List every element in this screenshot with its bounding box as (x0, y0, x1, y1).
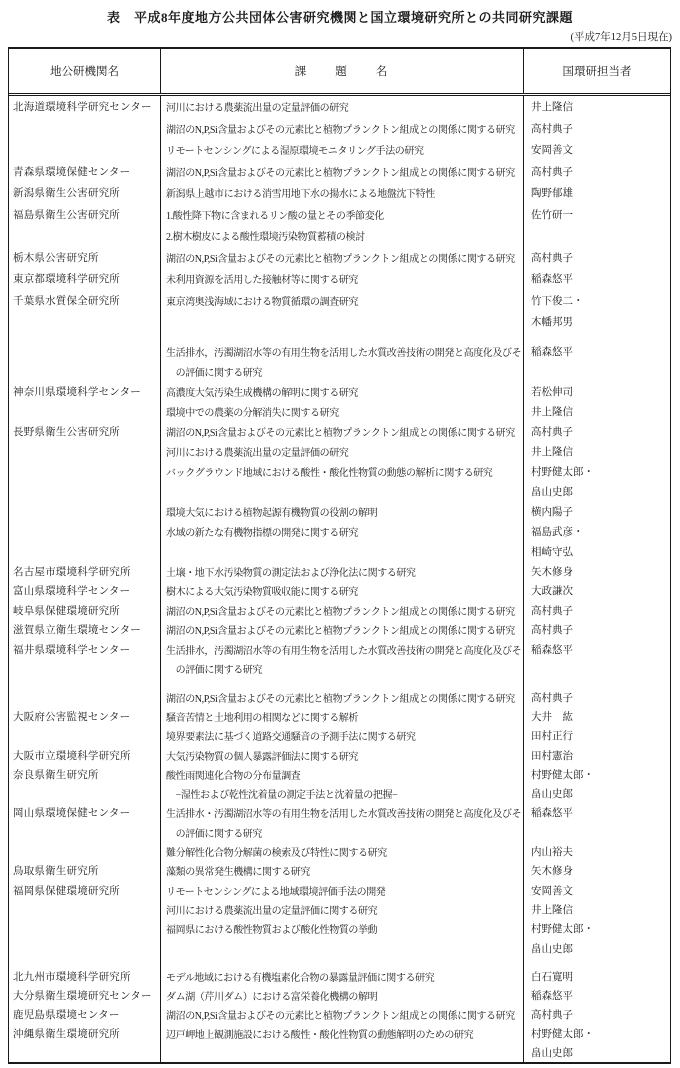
institution-cell (9, 362, 161, 382)
table-row (9, 502, 670, 522)
person-cell: 井上隆信 (531, 447, 573, 458)
table-row (9, 482, 670, 502)
person-cell: 白石寛明 (531, 971, 573, 983)
institution-cell: 名古屋市環境科学研究所 (9, 562, 161, 582)
table-row (9, 442, 670, 462)
topic-cell (161, 958, 524, 967)
table-row (9, 225, 670, 247)
table-row (9, 967, 670, 986)
table-row-spacer (9, 333, 670, 342)
topic-cell (161, 333, 524, 342)
research-table (8, 47, 671, 1064)
person-cell: 畠山史郎 (531, 1047, 573, 1059)
table-row (9, 161, 670, 183)
person-cell: 高村典子 (531, 252, 573, 264)
topic-cell (161, 542, 524, 562)
person-cell (524, 333, 670, 342)
person-cell: 安岡善文 (531, 885, 573, 897)
institution-cell: 北海道環境科学研究センター (9, 96, 161, 118)
person-cell: 高村典子 (531, 1009, 573, 1021)
table-header-row (9, 49, 670, 96)
topic-cell: 樹木による大気汚染物質吸収能に関する研究 (161, 581, 524, 601)
topic-cell: 湖沼のN,P,Si含量およびその元素比と植物プランクトン組成との関係に関する研究 (161, 118, 524, 140)
table-row (9, 290, 670, 312)
table-row (9, 900, 670, 919)
topic-cell: 湖沼のN,P,Si含量およびその元素比と植物プランクトン組成との関係に関する研究 (161, 247, 524, 269)
person-cell (524, 958, 670, 967)
institution-cell: 神奈川県環境科学センター (9, 382, 161, 402)
topic-cell: ダム湖（芹川ダム）における富栄養化機構の解明 (161, 986, 524, 1005)
table-row (9, 938, 670, 957)
institution-cell: 岐阜県保健環境研究所 (9, 601, 161, 621)
table-row (9, 861, 670, 880)
person-cell: 稲森悠平 (531, 347, 573, 358)
table-row (9, 581, 670, 601)
topic-cell: 生活排水，汚濁湖沼水等の有用生物を活用した水質改善技術の開発と高度化及びそ (161, 640, 524, 660)
table-row-spacer (9, 958, 670, 967)
table-row (9, 765, 670, 784)
table-row (9, 784, 670, 803)
institution-cell: 千葉県水質保全研究所 (9, 290, 161, 312)
person-cell: 田村憲治 (531, 750, 573, 762)
topic-cell: 福岡県における酸性物質および酸化性物質の挙動 (161, 919, 524, 938)
table-row (9, 382, 670, 402)
institution-cell: 東京都環境科学研究所 (9, 268, 161, 290)
institution-cell (9, 402, 161, 422)
institution-cell: 栃木県公害研究所 (9, 247, 161, 269)
institution-cell: 福岡県保健環境研究所 (9, 880, 161, 899)
person-cell: 村野健太郎・ (531, 924, 594, 936)
topic-cell: 河川における農薬流出量の定量評価に関する研究 (161, 900, 524, 919)
institution-cell: 福島県衛生公害研究所 (9, 204, 161, 226)
institution-cell (9, 679, 161, 688)
table-row (9, 562, 670, 582)
table-row (9, 139, 670, 161)
person-cell: 相崎守弘 (531, 547, 573, 558)
institution-cell: 鳥取県衛生研究所 (9, 861, 161, 880)
topic-cell: 辺戸岬地上観測施設における酸性・酸化性物質の動態解明のための研究 (161, 1024, 524, 1043)
table-row (9, 880, 670, 899)
table-row (9, 1043, 670, 1062)
topic-cell: 湖沼のN,P,Si含量およびその元素比と植物プランクトン組成との関係に関する研究 (161, 422, 524, 442)
institution-cell: 大阪市立環境科学研究所 (9, 745, 161, 764)
institution-cell (9, 502, 161, 522)
topic-cell: 生活排水，汚濁湖沼水等の有用生物を活用した水質改善技術の開発と高度化及びそ (161, 342, 524, 362)
table-row (9, 601, 670, 621)
institution-cell: 鹿児島県環境センター (9, 1005, 161, 1024)
person-cell: 村野健太郎・ (531, 1028, 594, 1040)
institution-cell (9, 482, 161, 502)
table-row (9, 1005, 670, 1024)
person-cell: 井上隆信 (531, 407, 573, 418)
topic-cell: 東京湾奥浅海域における物質循環の調査研究 (161, 290, 524, 312)
person-cell: 陶野郁雄 (531, 188, 573, 200)
institution-cell: 北九州市環境科学研究所 (9, 967, 161, 986)
topic-cell: 湖沼のN,P,Si含量およびその元素比と植物プランクトン組成との関係に関する研究 (161, 1005, 524, 1024)
person-cell: 井上隆信 (531, 904, 573, 916)
institution-cell: 滋賀県立衛生環境センター (9, 620, 161, 640)
person-cell: 稲森悠平 (531, 808, 573, 820)
topic-cell (161, 482, 524, 502)
topic-cell: 騒音苦情と土地利用の相関などに関する解析 (161, 707, 524, 726)
table-row (9, 659, 670, 679)
topic-cell: 新潟県上越市における消雪用地下水の揚水による地盤沈下特性 (161, 182, 524, 204)
institution-cell: 奈良県衛生研究所 (9, 765, 161, 784)
topic-cell: 土壌・地下水汚染物質の測定法および浄化法に関する研究 (161, 562, 524, 582)
topic-cell: バックグラウンド地域における酸性・酸化性物質の動態の解析に関する研究 (161, 462, 524, 482)
person-cell: 畠山史郎 (531, 943, 573, 955)
table-row (9, 402, 670, 422)
table-row (9, 522, 670, 542)
institution-cell (9, 118, 161, 140)
institution-cell (9, 1043, 161, 1062)
person-cell: 高村典子 (531, 625, 573, 637)
person-cell: 村野健太郎・ (531, 467, 594, 478)
header-person: 国環研担当者 (562, 66, 632, 78)
topic-cell: リモートセンシングによる湿原環境モニタリング手法の研究 (161, 139, 524, 161)
person-cell (524, 362, 670, 382)
topic-cell (161, 938, 524, 957)
topic-cell (161, 679, 524, 688)
table-row (9, 842, 670, 861)
table-row (9, 462, 670, 482)
institution-cell (9, 333, 161, 342)
person-cell: 稲森悠平 (531, 274, 573, 286)
person-cell: 高村典子 (531, 605, 573, 617)
person-cell: 井上隆信 (531, 102, 573, 114)
table-row (9, 311, 670, 333)
person-cell (524, 823, 670, 842)
header-topic: 課 題 名 (161, 49, 524, 93)
institution-cell (9, 139, 161, 161)
person-cell (524, 225, 670, 247)
person-cell: 田村正行 (531, 731, 573, 743)
table-row (9, 1024, 670, 1043)
page-title: 表 平成8年度地方公共団体公害研究機関と国立環境研究所との共同研究課題 (106, 10, 573, 25)
institution-cell (9, 442, 161, 462)
topic-cell: 河川における農薬流出量の定量評価の研究 (161, 96, 524, 118)
topic-cell: 2.樹木樹皮による酸性環境汚染物質蓄積の検討 (161, 225, 524, 247)
table-row (9, 96, 670, 118)
topic-cell: 1.酸性降下物に含まれるリン酸の量とその季節変化 (161, 204, 524, 226)
person-cell: 高村典子 (531, 692, 573, 704)
table-row (9, 726, 670, 745)
topic-cell: 湖沼のN,P,Si含量およびその元素比と植物プランクトン組成との関係に関する研究 (161, 688, 524, 707)
table-row (9, 268, 670, 290)
topic-cell (161, 311, 524, 333)
institution-cell (9, 462, 161, 482)
topic-cell: 水域の新たな有機物指標の開発に関する研究 (161, 522, 524, 542)
table-row (9, 640, 670, 660)
institution-cell (9, 542, 161, 562)
institution-cell (9, 784, 161, 803)
topic-cell: 湖沼のN,P,Si含量およびその元素比と植物プランクトン組成との関係に関する研究 (161, 601, 524, 621)
institution-cell (9, 919, 161, 938)
topic-cell: 湖沼のN,P,Si含量およびその元素比と植物プランクトン組成との関係に関する研究 (161, 161, 524, 183)
person-cell: 佐竹研一 (531, 209, 573, 221)
person-cell: 若松伸司 (531, 387, 573, 398)
institution-cell: 大阪府公害監視センター (9, 707, 161, 726)
institution-cell (9, 938, 161, 957)
table-row (9, 362, 670, 382)
person-cell: 稲森悠平 (531, 990, 573, 1002)
person-cell: 矢木修身 (531, 866, 573, 878)
topic-cell: の評価に関する研究 (161, 659, 524, 679)
person-cell: 福島武彦・ (531, 527, 584, 538)
person-cell: 稲森悠平 (531, 644, 573, 656)
topic-cell: 未利用資源を活用した接触材等に関する研究 (161, 268, 524, 290)
institution-cell (9, 900, 161, 919)
person-cell: 高村典子 (531, 427, 573, 438)
institution-cell (9, 522, 161, 542)
institution-cell: 大分県衛生環境研究センター (9, 986, 161, 1005)
topic-cell: −湿性および乾性沈着量の測定手法と沈着量の把握− (161, 784, 524, 803)
person-cell: 内山裕夫 (531, 847, 573, 859)
person-cell: 高村典子 (531, 123, 573, 135)
table-body (9, 96, 670, 1062)
institution-cell (9, 311, 161, 333)
topic-cell (161, 1043, 524, 1062)
topic-cell: 難分解性化合物分解菌の検索及び特性に関する研究 (161, 842, 524, 861)
person-cell: 大政謙次 (531, 586, 573, 598)
table-row (9, 342, 670, 362)
institution-cell (9, 842, 161, 861)
institution-cell (9, 688, 161, 707)
institution-cell (9, 659, 161, 679)
topic-cell: 大気汚染物質の個人暴露評価法に関する研究 (161, 745, 524, 764)
person-cell: 安岡善文 (531, 145, 573, 157)
topic-cell: の評価に関する研究 (161, 823, 524, 842)
table-row (9, 823, 670, 842)
institution-cell (9, 342, 161, 362)
person-cell: 畠山史郎 (531, 789, 573, 801)
topic-cell: 湖沼のN,P,Si含量およびその元素比と植物プランクトン組成との関係に関する研究 (161, 620, 524, 640)
table-row (9, 422, 670, 442)
institution-cell: 新潟県衛生公害研究所 (9, 182, 161, 204)
person-cell (524, 659, 670, 679)
table-row (9, 986, 670, 1005)
institution-cell: 富山県環境科学センター (9, 581, 161, 601)
topic-cell: 生活排水・汚濁湖沼水等の有用生物を活用した水質改善技術の開発と高度化及びそ (161, 803, 524, 822)
topic-cell: 藻類の異常発生機構に関する研究 (161, 861, 524, 880)
topic-cell: 酸性雨関連化合物の分布量調査 (161, 765, 524, 784)
person-cell: 木幡邦男 (531, 317, 573, 329)
institution-cell: 岡山県環境保健センター (9, 803, 161, 822)
table-row (9, 620, 670, 640)
institution-cell: 福井県環境科学センター (9, 640, 161, 660)
person-cell: 竹下俊二・ (531, 295, 584, 307)
institution-cell: 青森県環境保健センター (9, 161, 161, 183)
person-cell: 矢木修身 (531, 566, 573, 578)
topic-cell: 境界要素法に基づく道路交通騒音の予測手法に関する研究 (161, 726, 524, 745)
person-cell: 大井 紘 (531, 711, 573, 723)
date-note: (平成7年12月5日現在) (570, 32, 672, 43)
table-row (9, 745, 670, 764)
topic-cell: 高濃度大気汚染生成機構の解明に関する研究 (161, 382, 524, 402)
person-cell (524, 679, 670, 688)
table-row (9, 182, 670, 204)
table-row (9, 688, 670, 707)
person-cell: 畠山史郎 (531, 487, 573, 498)
institution-cell: 沖縄県衛生環境研究所 (9, 1024, 161, 1043)
table-row (9, 803, 670, 822)
person-cell: 横内陽子 (531, 507, 573, 518)
table-row (9, 204, 670, 226)
institution-cell (9, 726, 161, 745)
institution-cell (9, 958, 161, 967)
table-row (9, 542, 670, 562)
topic-cell: 河川における農薬流出量の定量評価の研究 (161, 442, 524, 462)
institution-cell (9, 225, 161, 247)
header-institution: 地公研機関名 (9, 49, 161, 93)
institution-cell: 長野県衛生公害研究所 (9, 422, 161, 442)
institution-cell (9, 823, 161, 842)
topic-cell: 環境中での農薬の分解消失に関する研究 (161, 402, 524, 422)
table-row (9, 118, 670, 140)
topic-cell: の評価に関する研究 (161, 362, 524, 382)
table-row-spacer (9, 679, 670, 688)
person-cell: 高村典子 (531, 166, 573, 178)
person-cell: 村野健太郎・ (531, 769, 594, 781)
table-row (9, 707, 670, 726)
topic-cell: リモートセンシングによる地域環境評価手法の開発 (161, 880, 524, 899)
topic-cell: モデル地域における有機塩素化合物の暴露量評価に関する研究 (161, 967, 524, 986)
topic-cell: 環境大気における植物起源有機物質の役割の解明 (161, 502, 524, 522)
table-row (9, 919, 670, 938)
table-row (9, 247, 670, 269)
